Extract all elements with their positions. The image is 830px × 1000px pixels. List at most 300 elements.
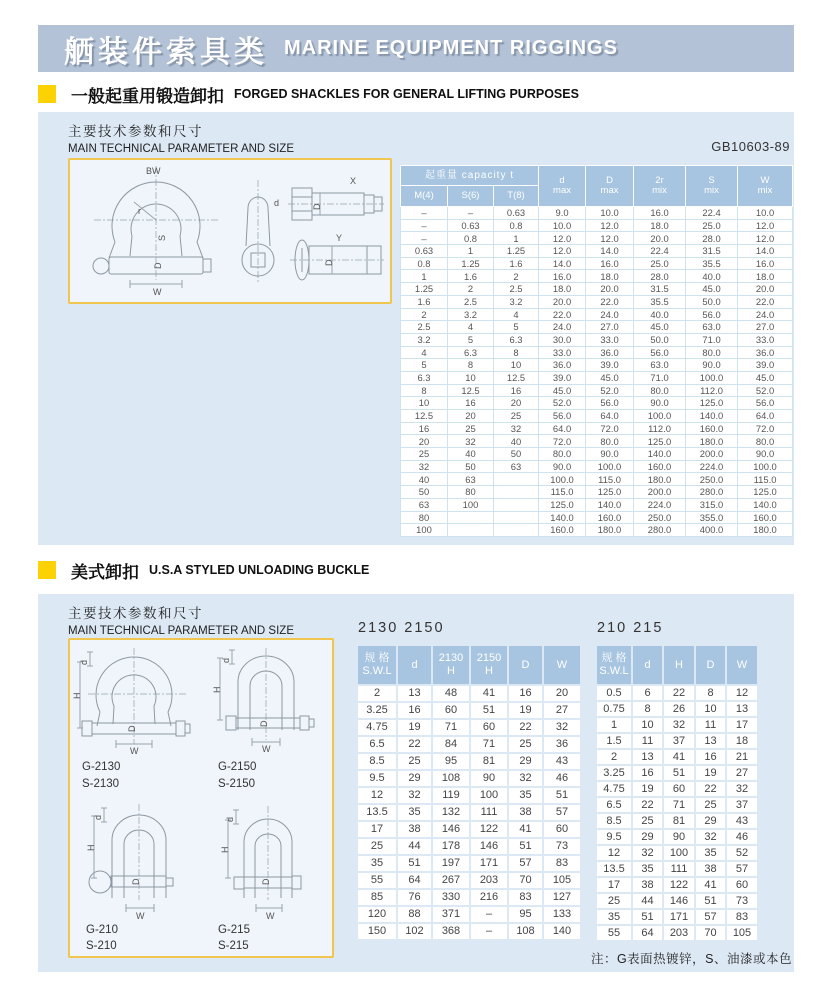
table-row [401,410,793,423]
col-header-line: d [559,175,565,186]
table-cell: 2 [401,308,448,321]
table-cell: 180.0 [634,473,686,486]
table-cell: 72.0 [586,422,634,435]
table-cell: 2.5 [448,295,494,308]
table-cell: – [401,219,448,232]
caption-s2130: S-2130 [82,778,120,790]
caption-s2150: S-2150 [218,778,256,790]
table-cell: 140.0 [686,410,738,423]
table-cell: 51 [470,702,508,719]
table-cell: 84 [432,736,470,753]
table-cell: 45.0 [539,384,586,397]
table-cell: 0.63 [448,219,494,232]
table-cell: 57 [543,804,581,821]
caption-g2150: G-2150 [218,761,257,773]
table-cell: 51 [663,765,695,781]
param-title-zh: 主要技术参数和尺寸 [68,124,203,139]
table-cell: 216 [470,889,508,906]
table-cell: 133 [543,906,581,923]
table-cell: 32 [726,781,758,797]
table-cell: 90.0 [686,359,738,372]
table-cell: 22.0 [539,308,586,321]
table-cell: 41 [508,821,543,838]
table-cell: 81 [470,753,508,770]
table-cell: 39.0 [738,359,793,372]
table-cell: 12.5 [401,410,448,423]
table-cell [448,511,494,524]
table-cell: 32 [448,435,494,448]
section2-title-zh: 美式卸扣 [71,562,139,582]
table-cell: 70 [695,925,726,941]
col-header-line: 规 格 [601,652,627,664]
table-cell: 12 [596,845,632,861]
table-row [401,346,793,359]
section2-param-title [68,602,294,637]
table-cell: 16 [494,384,539,397]
table-row [401,321,793,334]
table-cell: 1.5 [596,733,632,749]
table-cell: 85 [357,889,397,906]
table-cell: 18.0 [634,219,686,232]
table-cell: 122 [663,877,695,893]
table-cell: 4 [494,308,539,321]
dim-label-dp: D [131,878,141,885]
table-cell: 13.5 [357,804,397,821]
table-cell: 250.0 [686,473,738,486]
table-cell: 63.0 [686,321,738,334]
table-row [401,283,793,296]
table-cell: 71.0 [686,333,738,346]
dim-label-dp: D [127,725,137,732]
table-cell: 16 [695,749,726,765]
table-cell: 52.0 [539,397,586,410]
table-cell: 29 [632,829,663,845]
dim-label-pin-d: D [153,262,163,269]
table-cell: 12 [726,685,758,701]
table-cell: 71 [432,719,470,736]
table-cell: 14.0 [539,257,586,270]
table-cell: 45.0 [686,283,738,296]
table-cell: 1 [596,717,632,733]
table-cell: 80 [448,486,494,499]
table-cell: 51 [508,838,543,855]
table-b-title: 210 215 [597,620,664,636]
table-cell: 90.0 [586,448,634,461]
col-header-line: 规 格 [364,652,390,664]
dim-label-h: H [72,692,82,699]
table-cell: 5 [448,333,494,346]
caption-g210: G-210 [86,924,118,936]
table-cell: 6.3 [494,333,539,346]
dim-label-w: W [266,911,275,921]
table-cell: 16 [448,397,494,410]
table-cell: 36.0 [738,346,793,359]
table-cell: 140 [543,923,581,940]
table-cell: 33.0 [738,333,793,346]
table-cell: 8 [695,685,726,701]
table-cell: 16 [401,422,448,435]
table-cell: 125.0 [586,486,634,499]
table-cell: 22.0 [738,295,793,308]
table-cell: 400.0 [686,524,738,537]
table-cell: 6.5 [357,736,397,753]
table-cell: 73 [726,893,758,909]
table-row [596,893,758,909]
table-cell: 3.2 [448,308,494,321]
table-cell: 46 [543,770,581,787]
table-cell: 8 [632,701,663,717]
col-header-H [663,645,695,685]
yellow-square-icon [38,561,56,579]
table-row [357,906,581,923]
table-cell: 24.0 [539,321,586,334]
table-row [596,749,758,765]
table-cell: 10 [632,717,663,733]
table-cell: 150 [357,923,397,940]
table-cell: 31.5 [634,283,686,296]
table-cell: 73 [543,838,581,855]
table-cell: 12.0 [738,219,793,232]
table-row [357,838,581,855]
table-cell: 26 [663,701,695,717]
param-title-en: MAIN TECHNICAL PARAMETER AND SIZE [68,143,294,155]
section2-title-en: U.S.A STYLED UNLOADING BUCKLE [149,563,370,577]
table-cell: 32 [663,717,695,733]
table-cell: 55 [596,925,632,941]
col-header-line: max [553,185,571,196]
table-cell: 80.0 [634,384,686,397]
col-header-label: M(4) [414,190,434,201]
table-cell: 83 [508,889,543,906]
table-cell: 125.0 [634,435,686,448]
col-header-W [726,645,758,685]
table-cell: 38 [508,804,543,821]
table-cell: 19 [632,781,663,797]
table-row [596,861,758,877]
table-row [596,685,758,701]
table-cell: 120 [357,906,397,923]
table-cell: 32 [695,829,726,845]
col-header-line: W [736,658,748,671]
table-cell: 100 [663,845,695,861]
table-row [401,473,793,486]
table-cell: 57 [726,861,758,877]
table-row [596,909,758,925]
table-row [357,753,581,770]
col-header-line: S.W.L [362,665,392,677]
col-header-s6 [448,186,494,207]
table-cell: 80 [401,511,448,524]
table-cell [494,486,539,499]
dim-label-bw: BW [146,166,161,176]
table-cell: 31.5 [686,245,738,258]
table-cell: 80.0 [539,448,586,461]
dim-label-r: r [138,206,141,216]
table-cell: 76 [397,889,432,906]
table-cell [494,524,539,537]
table-row [357,770,581,787]
table-cell: 25 [357,838,397,855]
table-cell: 20.0 [539,295,586,308]
table-cell: – [470,906,508,923]
table-cell: 2 [494,270,539,283]
table-cell: 18 [726,733,758,749]
table-cell: 60 [543,821,581,838]
table-cell: 13.5 [596,861,632,877]
table-cell: 22.4 [686,207,738,220]
table-cell: 100.0 [634,410,686,423]
table-cell: 140.0 [634,448,686,461]
col-header-line: D [706,658,715,671]
table-cell [494,498,539,511]
table-cell: 32 [401,460,448,473]
table-cell: 112.0 [686,384,738,397]
caption-g215: G-215 [218,924,250,936]
dim-label-w: W [262,744,271,754]
col-header-line: mix [652,185,667,196]
table-cell: 35 [632,861,663,877]
table-cell: 64 [632,925,663,941]
table-cell: 1.25 [448,257,494,270]
table-row [357,872,581,889]
table-cell: 10.0 [738,207,793,220]
table-cell: 1 [401,270,448,283]
table-cell: 36.0 [539,359,586,372]
table-cell: 29 [695,813,726,829]
table-cell [494,511,539,524]
table-cell: 18.0 [586,270,634,283]
dim-label-s: S [157,234,167,241]
table-cell: 80.0 [586,435,634,448]
buckle-table-2130-2150 [356,644,582,941]
col-header-2r-mix [634,166,686,207]
table-cell: 10 [695,701,726,717]
table-row [357,804,581,821]
table-cell: 36 [543,736,581,753]
table-cell: 100 [470,787,508,804]
table-row [401,498,793,511]
table-cell: 63.0 [634,359,686,372]
dim-label-bolt-d: D [312,203,322,210]
table-cell: 30.0 [539,333,586,346]
table-cell: 200.0 [634,486,686,499]
table-row [401,207,793,220]
table-cell: 6.3 [448,346,494,359]
table-row [401,448,793,461]
table-cell: 197 [432,855,470,872]
table-row [596,925,758,941]
table-cell: 18.0 [738,270,793,283]
col-header-2150h [470,645,508,685]
col-header-label: S(6) [461,190,480,201]
table-cell: 32 [508,770,543,787]
table-cell: 12.5 [494,371,539,384]
table-cell: 3.25 [596,765,632,781]
table-cell: 3.25 [357,702,397,719]
table-cell: 13 [632,749,663,765]
table-cell: 28.0 [634,270,686,283]
table-cell: 40 [494,435,539,448]
dim-label-dp: D [259,720,269,727]
table-cell: 22 [397,736,432,753]
table-cell: 1.6 [401,295,448,308]
table-cell: 40 [448,448,494,461]
table-cell: 63 [401,498,448,511]
table-cell: 315.0 [686,498,738,511]
table-cell: 280.0 [634,524,686,537]
table-row [596,733,758,749]
table-cell: 8.5 [596,813,632,829]
dim-label-d: d [93,814,103,820]
table-cell: 1.25 [494,245,539,258]
table-cell: 3.2 [494,295,539,308]
table-cell: 5 [401,359,448,372]
section1-title-zh: 一般起重用锻造卸扣 [71,86,224,106]
table-cell: 368 [432,923,470,940]
table-cell: 50 [494,448,539,461]
table-cell: 160.0 [586,511,634,524]
table-cell: 14.0 [738,245,793,258]
dim-label-dp: D [261,878,271,885]
table-cell: – [401,207,448,220]
table-cell: 32 [632,845,663,861]
table-cell: 1.25 [401,283,448,296]
section2-heading [38,560,369,580]
col-header-S-mix [686,166,738,207]
table-row [401,422,793,435]
table-row [401,257,793,270]
table-row [357,719,581,736]
table-row [401,384,793,397]
table-cell: 16.0 [539,270,586,283]
table-cell: 200.0 [686,448,738,461]
banner-title-zh: 舾装件索具类 [64,35,268,69]
table-cell: 8.5 [357,753,397,770]
table-cell: 27.0 [586,321,634,334]
col-header-line: 2130 [438,652,464,664]
page-banner [38,25,794,72]
table-cell: 160.0 [686,422,738,435]
table-cell: 224.0 [686,460,738,473]
table-cell: 38 [632,877,663,893]
table-cell: 111 [663,861,695,877]
dim-label-w: W [130,746,139,756]
table-cell: 13 [726,701,758,717]
table-cell: 28.0 [686,232,738,245]
col-header-line: max [600,185,619,196]
table-cell: 16.0 [586,257,634,270]
table-cell: 180.0 [738,524,793,537]
table-cell: 40 [401,473,448,486]
table-cell: 100 [448,498,494,511]
dim-label-d: d [225,816,235,822]
table-cell: 57 [508,855,543,872]
table-cell: 10 [494,359,539,372]
table-cell: 140.0 [738,498,793,511]
table-row [401,486,793,499]
table-cell: 35 [695,845,726,861]
table-cell: 25 [632,813,663,829]
table-cell: 12.0 [586,219,634,232]
table-cell: 10.0 [539,219,586,232]
table-cell: 11 [695,717,726,733]
table-cell: 355.0 [686,511,738,524]
col-header-d [632,645,663,685]
table-cell: 90.0 [634,397,686,410]
table-cell: 83 [543,855,581,872]
col-header-line: 2150 [476,652,502,664]
table-row [357,702,581,719]
table-cell: 12.0 [586,232,634,245]
table-cell: 56.0 [586,397,634,410]
dim-label-pin2-d: D [324,259,334,266]
table-cell: 102 [397,923,432,940]
dim-label-d: d [221,657,231,663]
table-row [357,889,581,906]
table-cell: 56.0 [634,346,686,359]
table-cell: 5 [494,321,539,334]
table-cell: 71 [663,797,695,813]
table-cell: 22.4 [634,245,686,258]
table-cell: 32 [543,719,581,736]
table-cell: 9.5 [596,829,632,845]
table-cell: 16 [397,702,432,719]
table-row [596,845,758,861]
capacity-col-header [401,166,539,186]
col-header-line: mix [704,185,719,196]
table-cell: 10 [401,397,448,410]
table-cell: 36.0 [586,346,634,359]
table-cell: 50 [448,460,494,473]
buckle-drawings [70,640,328,952]
table-cell: 52 [726,845,758,861]
col-header-line: S [708,175,715,186]
dim-label-h: H [86,844,96,851]
table-cell: 100.0 [586,460,634,473]
table-cell: 64 [397,872,432,889]
table-cell: 122 [470,821,508,838]
table-row [357,855,581,872]
table-cell: 112.0 [634,422,686,435]
table-cell: 17 [726,717,758,733]
dim-label-w: W [136,911,145,921]
col-header-line: S.W.L [599,665,629,677]
dim-label-d: d [79,659,89,665]
table-cell: 24.0 [738,308,793,321]
table-cell: 22 [632,797,663,813]
table-cell: 16.0 [738,257,793,270]
col-header-label: T(8) [507,190,525,201]
section2-panel [38,594,794,972]
table-row [357,821,581,838]
table-cell: 125.0 [686,397,738,410]
table-cell: 140.0 [539,511,586,524]
table-cell: 29 [508,753,543,770]
table-cell: 20.0 [586,283,634,296]
table-cell: 70 [508,872,543,889]
table-cell: 81 [663,813,695,829]
table-cell: 51 [632,909,663,925]
section1-param-title [68,120,294,155]
table-cell: 2 [357,685,397,702]
table-cell [494,473,539,486]
table-cell: 1.6 [494,257,539,270]
yellow-square-icon [38,85,56,103]
table-cell: 60 [432,702,470,719]
table-cell: 35.5 [634,295,686,308]
col-header-line: D [606,175,613,186]
col-header-line: 2r [655,175,664,186]
